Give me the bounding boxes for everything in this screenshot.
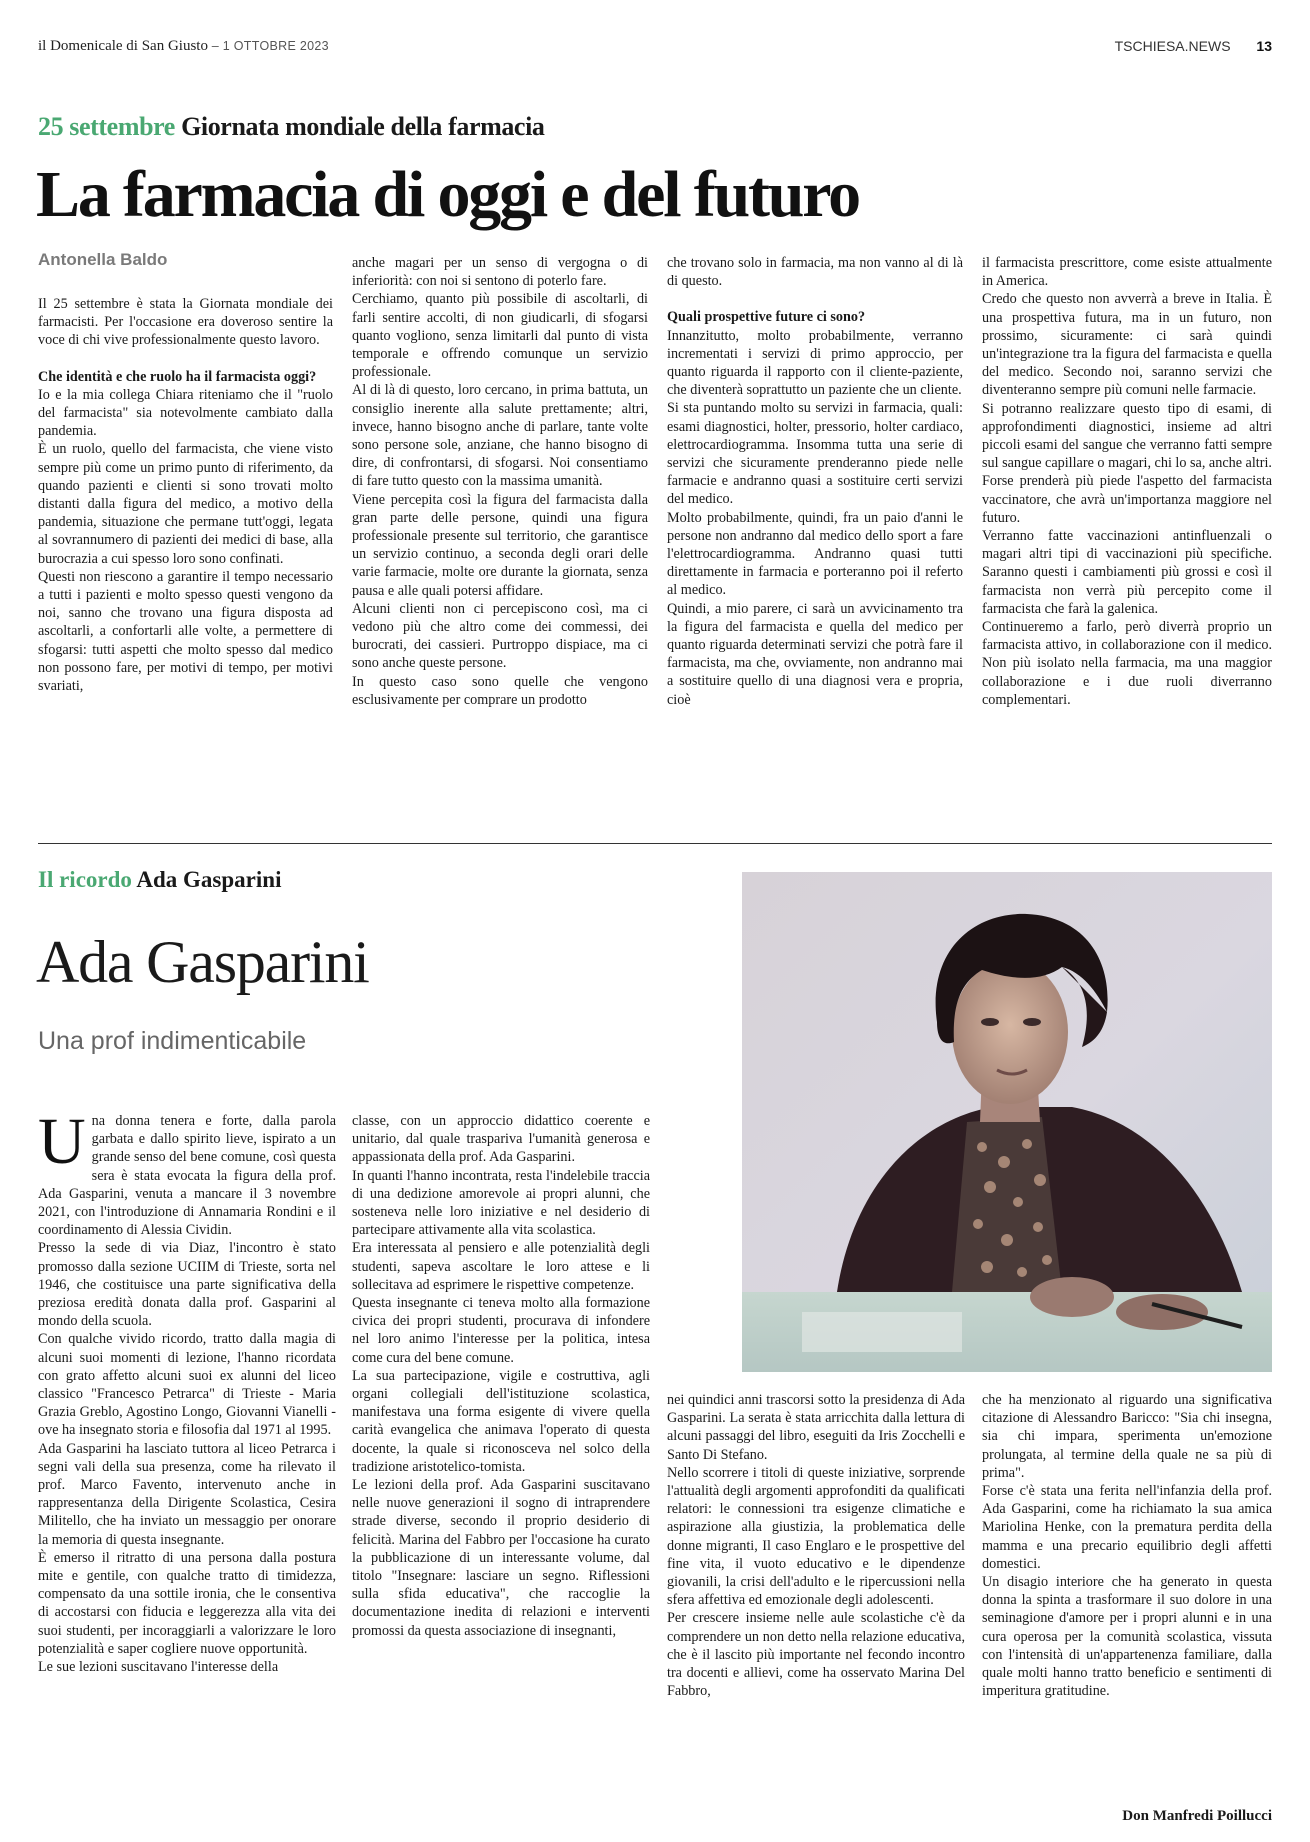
paragraph — [982, 1573, 1272, 1700]
paragraph — [38, 1549, 336, 1658]
paragraph — [352, 1476, 650, 1640]
article2-column-4 — [982, 1391, 1272, 1700]
paragraph — [982, 400, 1272, 473]
paragraph-text: È un ruolo, quello del farmacista, che viene visto sempre più come un primo punto di riferimento, da quando pazienti e clienti si sono trovati molto distanti dalla figura del medico, a motivo della pandemia, situazione che permane tutt'oggi, legata al sovrannumero di pazienti dei medici di base, alla burocrazia a cui spesso loro sono confinati. — [38, 441, 333, 567]
paragraph — [982, 290, 1272, 399]
interview-question — [38, 368, 333, 386]
article1-byline: Antonella Baldo — [38, 250, 168, 269]
paragraph — [38, 1330, 336, 1439]
paragraph — [982, 472, 1272, 527]
paragraph-gap — [38, 350, 333, 368]
kicker-name: Ada Gasparini — [136, 867, 282, 892]
paragraph-text: classe, con un approccio didattico coerente e unitario, dal quale traspariva l'umanità generosa e appassionata della prof. Ada Gasparini. — [352, 1113, 650, 1166]
paragraph-text: In quanti l'hanno incontrata, resta l'indelebile traccia di una dedizione amorevole ai propri alunni, che sosteneva nelle loro iniziative e nel desiderio di partecipare attivamente alla vita scolastica. — [352, 1167, 650, 1239]
paragraph — [982, 527, 1272, 618]
paragraph — [352, 1239, 650, 1294]
article1-column-3 — [667, 254, 963, 709]
paragraph — [982, 618, 1272, 709]
masthead-right — [1115, 38, 1272, 54]
paragraph — [352, 1112, 650, 1167]
drop-cap: U — [38, 1105, 86, 1178]
paragraph — [667, 1609, 965, 1700]
paragraph-text: Verranno fatte vaccinazioni antinfluenzali o magari altri tipi di vaccinazioni più specifiche. Saranno questi i cambiamenti più grossi e così il farmacista non verrà più percepito come il farmacista che farà la galenica. — [982, 528, 1272, 617]
paragraph — [38, 1105, 336, 1239]
paragraph — [667, 1391, 965, 1464]
paragraph-text: Le lezioni della prof. Ada Gasparini suscitavano nelle nuove generazioni il sogno di intraprendere strade diverse, secondo il proprio desiderio di felicità. Marina del Fabbro per l'occasione ha curato la pubblicazione di un interessante volume, dal titolo "Insegnare: lasciare un segno. Riflessioni sulla sfida educativa", che raccoglie la documentazione inedita di relazioni e interventi promossi da questa associazione di insegnanti, — [352, 1477, 650, 1639]
paragraph-text: Cerchiamo, quanto più possibile di ascoltarli, di farli sentire accolti, di non giudicarli, di sfogarsi quanto vogliono, senza limitarli dal punto di vista temporale e offrendo comunque un servizio professionale. — [352, 291, 648, 381]
paragraph-text: Ada Gasparini ha lasciato tuttora al liceo Petrarca i segni vali della sua presenza, come ha rilevato il prof. Marco Favento, intervenuto anche in rappresentanza della Dirigente Scolastica, Cesira Militello, che ha inviato un messaggio per onorare la memoria di questa insegnante. — [38, 1440, 336, 1548]
article1-headline: La farmacia di oggi e del futuro — [36, 158, 859, 231]
paragraph-text: Quindi, a mio parere, ci sarà un avvicinamento tra la figura del farmacista e quella del medico per quanto riguarda determinati servizi che potrà fare il farmacista, ma che, ovviamente, non andranno mai a sostituire quello di una diagnosi vera e propria, cioè — [667, 600, 963, 708]
article2-kicker — [38, 867, 281, 893]
paragraph — [38, 295, 333, 350]
paragraph-text: Forse prenderà più piede l'aspetto del farmacista vaccinatore, che avrà un'importanza maggiore nel futuro. — [982, 473, 1272, 526]
paragraph-text: Nello scorrere i titoli di queste iniziative, sorprende l'attualità degli argomenti approfonditi da qualificati relatori: le connessioni tra esigenze climatiche e aspirazione alla giustizia, la problematica delle donne migranti, Il caso Englaro e le prospettive del fine vita, il vuoto educativo e le dipendenze giovanili, la crisi dell'adulto e le ripercussioni nella sfera affettiva ed emozionale degli adolescenti. — [667, 1464, 965, 1609]
paragraph — [667, 327, 963, 400]
paragraph — [352, 1294, 650, 1367]
paragraph-text: anche magari per un senso di vergogna o di inferiorità: con noi si sentono di poterlo fare. — [352, 255, 648, 290]
paragraph — [982, 1482, 1272, 1573]
paragraph — [38, 440, 333, 567]
kicker-date: 25 settembre — [38, 112, 175, 141]
paragraph — [667, 509, 963, 600]
article2-subheadline: Una prof indimenticabile — [38, 1027, 307, 1055]
portrait-photo — [742, 872, 1272, 1372]
paragraph — [352, 1367, 650, 1476]
paragraph — [982, 254, 1272, 290]
paragraph-text: Continueremo a farlo, però diverrà proprio un farmacista attivo, in collaborazione con il medico. Non più isolato nella farmacia, ma una maggior collaborazione e i due ruoli diverranno complementari. — [982, 619, 1272, 708]
paragraph-text: Al di là di questo, loro cercano, in prima battuta, un consiglio inerente alla salute prettamente; altri, invece, hanno bisogno anche di parlare, tante volte sono persone sole, anziane, che hanno bisogno di dire, di confrontarsi, di sfogarsi. Noi consentiamo di fare tutto questo con la massima umanità. — [352, 382, 648, 490]
paragraph-text: Questi non riescono a garantire il tempo necessario a tutti i pazienti e molto spesso questi vengono da noi, sanno che trovano una figura disposta ad ascoltarli, a confortarli alle volte, a permettere di sfogarsi: tutti aspetti che molto spesso dal medico non possono fare, per motivi di tempo, per motivi svariati, — [38, 568, 333, 695]
article2-headline: Ada Gasparini — [36, 929, 369, 995]
paragraph — [667, 254, 963, 290]
paragraph — [667, 1464, 965, 1610]
paragraph — [38, 1440, 336, 1549]
paragraph-text: Per crescere insieme nelle aule scolastiche c'è da comprendere un non detto nella relazione educativa, che è il lascito più importante nel fecondo incontro tra docenti e allievi, come ha osservato Marina Del Fabbro, — [667, 1610, 965, 1700]
paragraph-text: Io e la mia collega Chiara riteniamo che il "ruolo del farmacista" sia notevolmente cambiato dalla pandemia. — [38, 386, 333, 440]
paragraph — [352, 254, 648, 290]
paragraph — [352, 1167, 650, 1240]
paragraph-text: Quali prospettive future ci sono? — [667, 309, 866, 326]
paragraph — [38, 568, 333, 695]
paragraph-text: Un disagio interiore che ha generato in questa donna la spinta a trasformare il suo dolore in una seminagione d'amore per i propri alunni e in una cura operosa per la comunità scolastica, vissuta con l'intensità di un'appartenenza familiare, dalla quale molti hanno tratto beneficio e sentimenti di imperitura gratitudine. — [982, 1574, 1272, 1700]
article1-column-1 — [38, 295, 333, 695]
paragraph — [667, 600, 963, 709]
publication-name: il Domenicale di San Giusto — [38, 38, 208, 54]
paragraph — [352, 600, 648, 673]
paragraph-text: che ha menzionato al riguardo una significativa citazione di Alessandro Baricco: "Sia chi insegna, sia chi impara, sperimenta un'emozione prolungata, al termine della quale ne sa più di prima". — [982, 1392, 1272, 1481]
paragraph — [667, 399, 963, 508]
article2-column-3 — [667, 1391, 965, 1700]
paragraph — [352, 381, 648, 490]
paragraph-text: In questo caso sono quelle che vengono esclusivamente per comprare un prodotto — [352, 673, 648, 708]
paragraph-text: La sua partecipazione, vigile e costruttiva, agli organi collegiali dell'istituzione scolastica, manifestava una forma esigente di vivere quella carità evangelica che animava l'operato di questa docente, la quale si riconosceva nel solco della tradizione aristotelico-tomista. — [352, 1367, 650, 1475]
paragraph-text: Che identità e che ruolo ha il farmacista oggi? — [38, 368, 317, 385]
article1-column-2 — [352, 254, 648, 709]
article2-signature: Don Manfredi Poillucci — [1122, 1808, 1272, 1824]
paragraph-text: Si sta puntando molto su servizi in farmacia, quali: esami diagnostici, holter, pressorio, holter cardiaco, elettrocardiogramma. Insomma tutta una serie di servizi che sicuramente prenderanno piede nelle farmacie e andranno quasi a sostituire certi servizi del medico. — [667, 400, 963, 508]
site-name[interactable]: TSCHIESA.NEWS — [1114, 38, 1231, 54]
paragraph — [352, 290, 648, 381]
paragraph-text: Innanzitutto, molto probabilmente, verranno incrementati i servizi di primo approccio, per quanto riguarda il rapporto con il cliente-paziente, che diventerà soprattutto un paziente che un cliente. — [667, 327, 963, 399]
paragraph-text: Questa insegnante ci teneva molto alla formazione civica dei propri studenti, procurava di infondere nel loro animo l'interesse per la politica, intesa come cura del bene comune. — [352, 1295, 650, 1366]
section-divider — [38, 843, 1272, 844]
paragraph — [982, 1391, 1272, 1482]
paragraph-text: Era interessata al pensiero e alle potenzialità degli studenti, sapeva ascoltare le loro attese e li sollecitava ad esprimere le rispettive competenze. — [352, 1240, 650, 1293]
paragraph-text: na donna tenera e forte, dalla parola garbata e dallo spirito lieve, ispirato a un grande senso del bene comune, così questa sera è stata evocata la figura della prof. Ada Gasparini, venuta a mancare il 3 novembre 2021, con l'introduzione di Annamaria Rondini e il coordinamento di Alessia Cividin. — [38, 1113, 336, 1239]
kicker-label: Il ricordo — [38, 867, 132, 892]
paragraph-text: Si potranno realizzare questo tipo di esami, di approfondimenti diagnostici, insieme ad altri piccoli esami del sangue che verranno fatti sempre sul sangue capillare o magari, chi lo sa, anche altri. — [982, 400, 1272, 472]
paragraph — [352, 673, 648, 709]
paragraph — [38, 1239, 336, 1330]
article1-kicker — [38, 112, 545, 142]
issue-date: – 1 OTTOBRE 2023 — [211, 39, 329, 53]
interview-question — [667, 308, 963, 326]
article2-column-2 — [352, 1112, 650, 1640]
paragraph-text: il farmacista prescrittore, come esiste attualmente in America. — [982, 255, 1272, 290]
paragraph-text: Con qualche vivido ricordo, tratto dalla magia di alcuni suoi momenti di lezione, l'hanno ricordata con grato affetto alcuni suoi ex alunni del liceo classico "Francesco Petrarca" di Trieste - Maria Grazia Greblo, Agostino Longo, Giovanni Vianelli - ove ha insegnato storia e filosofia dal 1971 al 1995. — [38, 1331, 336, 1439]
paragraph-text: Presso la sede di via Diaz, l'incontro è stato promosso dalla sezione UCIIM di Trieste, sorta nel 1946, che costituisce una parte significativa della preziosa eredità donata dalla prof. Gasparini al mondo della scuola. — [38, 1240, 336, 1330]
kicker-topic: Giornata mondiale della farmacia — [181, 112, 545, 141]
paragraph-text: Alcuni clienti non ci percepiscono così, ma ci vedono più che altro come dei commessi, dei burocrati, dei cassieri. Purtroppo dispiace, ma ci sono anche queste persone. — [352, 600, 648, 672]
paragraph-text: Credo che questo non avverrà a breve in Italia. È una prospettiva futura, ma in un futuro, non prossimo, sicuramente: ci sarà quindi un'integrazione tra la figura del farmacista e quella del medico. Secondo noi, saranno servizi che diventeranno sempre più comuni nelle farmacie. — [982, 291, 1272, 399]
paragraph-gap — [667, 290, 963, 308]
page-number: 13 — [1256, 38, 1272, 54]
paragraph — [352, 491, 648, 600]
paragraph — [38, 386, 333, 441]
masthead-left — [38, 38, 329, 55]
paragraph-text: Forse c'è stata una ferita nell'infanzia della prof. Ada Gasparini, come ha richiamato la sua amica Mariolina Henke, con la prematura perdita della mamma e una precario equilibrio degli affetti domestici. — [982, 1483, 1272, 1572]
paragraph — [38, 1658, 336, 1676]
paragraph-text: Le sue lezioni suscitavano l'interesse della — [38, 1659, 279, 1676]
article2-column-1 — [38, 1105, 336, 1676]
paragraph-text: Molto probabilmente, quindi, fra un paio d'anni le persone non andranno dal medico dello sport a fare l'elettrocardiogramma. Andranno quasi tutti direttamente in farmacia e porteranno poi il referto al medico. — [667, 509, 963, 599]
paragraph-text: È emerso il ritratto di una persona dalla postura mite e gentile, con qualche tratto di timidezza, compensato da una sottile ironia, che le consentiva di accostarsi con fiducia e leggerezza alla vita dei suoi studenti, per incoraggiarli a valorizzare le loro potenzialità e saper cogliere nuove opportunità. — [38, 1549, 336, 1657]
paragraph-text: Viene percepita così la figura del farmacista dalla gran parte delle persone, quindi una figura professionale presente sul territorio, che garantisce un servizio continuo, a seconda degli orari delle varie farmacie, molte ore durante la giornata, senza pausa e alle quali potersi affidare. — [352, 491, 648, 599]
paragraph-text: nei quindici anni trascorsi sotto la presidenza di Ada Gasparini. La serata è stata arricchita dalla lettura di alcuni passaggi del libro, eseguiti da Iris Zocchelli e Santo Di Stefano. — [667, 1392, 965, 1463]
paragraph-text: Il 25 settembre è stata la Giornata mondiale dei farmacisti. Per l'occasione era doveroso sentire la voce di chi vive professionalmente questo lavoro. — [38, 296, 333, 349]
paragraph-text: che trovano solo in farmacia, ma non vanno al di là di questo. — [667, 255, 963, 290]
article1-column-4 — [982, 254, 1272, 709]
